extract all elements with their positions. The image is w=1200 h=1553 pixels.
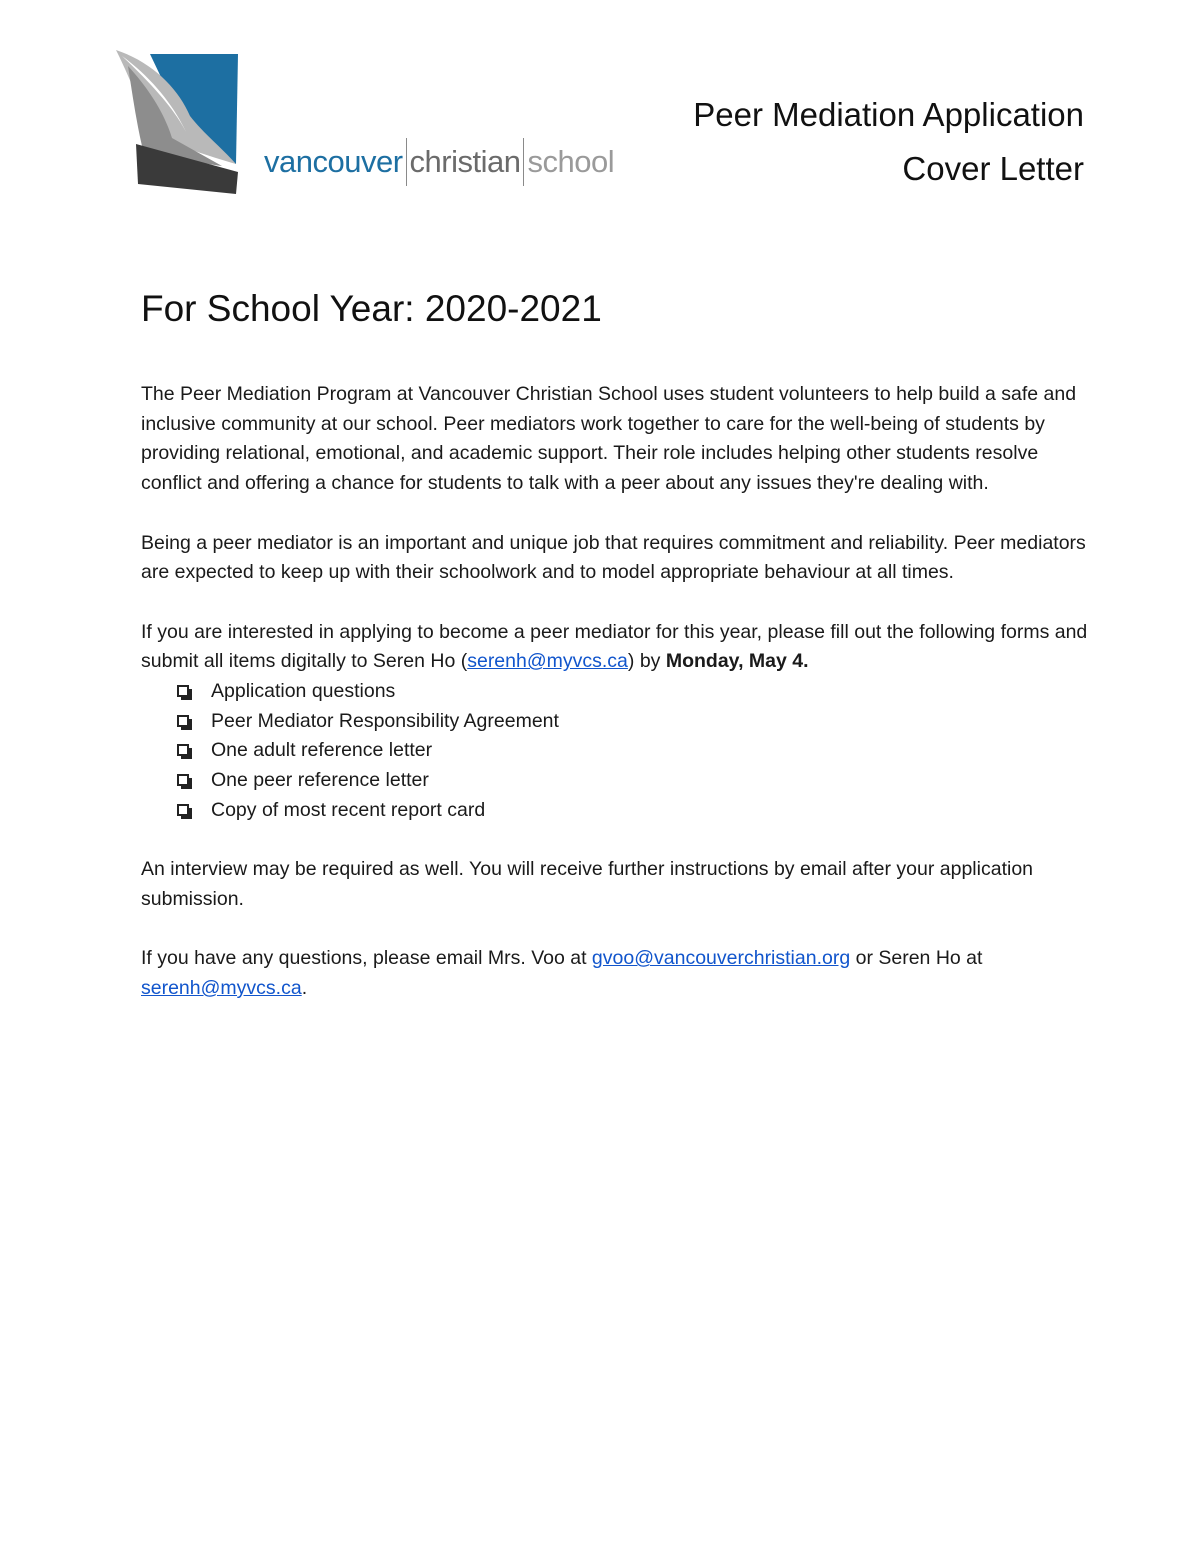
apply-text: If you are interested in applying to become a peer mediator for this year, please fill out the following forms and submit all items digitally to Seren Ho ( bbox=[141, 620, 1088, 673]
list-item bbox=[177, 736, 1091, 766]
letter-body bbox=[141, 380, 1091, 1033]
email-link-serenh-contact[interactable]: serenh@myvcs.ca bbox=[141, 977, 302, 999]
list-item-label: Copy of most recent report card bbox=[211, 798, 486, 821]
school-logo bbox=[112, 48, 615, 198]
list-item-label: One peer reference letter bbox=[211, 769, 429, 792]
list-item bbox=[177, 796, 1091, 826]
contact-text: If you have any questions, please email Mrs. Voo at bbox=[141, 947, 592, 970]
paragraph-expectations: Being a peer mediator is an important and unique job that requires commitment and reliability. Peer mediators are expected to keep up with their schoolwork and to model appropriate behaviour at all times. bbox=[141, 531, 1086, 584]
list-item-label: Application questions bbox=[211, 680, 396, 702]
paragraph-program-intro: The Peer Mediation Program at Vancouver Christian School uses student volunteers to help build a safe and inclusive community at our school. Peer mediators work together to care for the well-being of students by providing relational, emotional, and academic support. Their role includes helping other students resolve conflict and offering a chance for students to talk with a peer about any issues they're dealing with. bbox=[141, 383, 1077, 495]
title-line-2: Cover Letter bbox=[902, 150, 1084, 187]
checkbox-icon bbox=[177, 774, 189, 786]
contact-text-end: . bbox=[301, 977, 308, 999]
checkbox-icon bbox=[177, 744, 189, 756]
email-link-serenh[interactable]: serenh@myvcs.ca bbox=[467, 650, 628, 673]
list-item bbox=[177, 677, 1091, 707]
school-year-heading: For School Year: 2020-2021 bbox=[141, 288, 602, 329]
logo-word-vancouver: vancouver bbox=[264, 144, 403, 179]
logo-word-school: school bbox=[527, 144, 615, 179]
logo-divider bbox=[523, 138, 524, 186]
paragraph-interview: An interview may be required as well. You will receive further instructions by email after your application submission. bbox=[141, 858, 1034, 910]
logo-divider bbox=[406, 138, 407, 186]
logo-word-christian: christian bbox=[409, 144, 521, 179]
document-title bbox=[693, 88, 1084, 196]
checkbox-icon bbox=[177, 685, 189, 697]
list-item-label: One adult reference letter bbox=[211, 739, 433, 762]
list-item bbox=[177, 766, 1091, 796]
apply-text-mid: ) by bbox=[627, 650, 666, 673]
paragraph-contact bbox=[141, 944, 1091, 1003]
title-line-1: Peer Mediation Application bbox=[693, 96, 1084, 133]
list-item bbox=[177, 707, 1091, 737]
required-items-checklist bbox=[141, 677, 1091, 826]
deadline-period: . bbox=[803, 650, 809, 673]
deadline-date: Monday, May 4 bbox=[665, 650, 804, 673]
logo-wordmark bbox=[264, 138, 614, 186]
checkbox-icon bbox=[177, 804, 189, 816]
contact-text-mid: or Seren Ho at bbox=[850, 947, 983, 970]
logo-mark-icon bbox=[112, 48, 242, 196]
email-link-gvoo[interactable]: gvoo@vancouverchristian.org bbox=[591, 947, 851, 970]
list-item-label: Peer Mediator Responsibility Agreement bbox=[211, 709, 559, 732]
paragraph-how-to-apply bbox=[141, 618, 1091, 677]
checkbox-icon bbox=[177, 715, 189, 727]
